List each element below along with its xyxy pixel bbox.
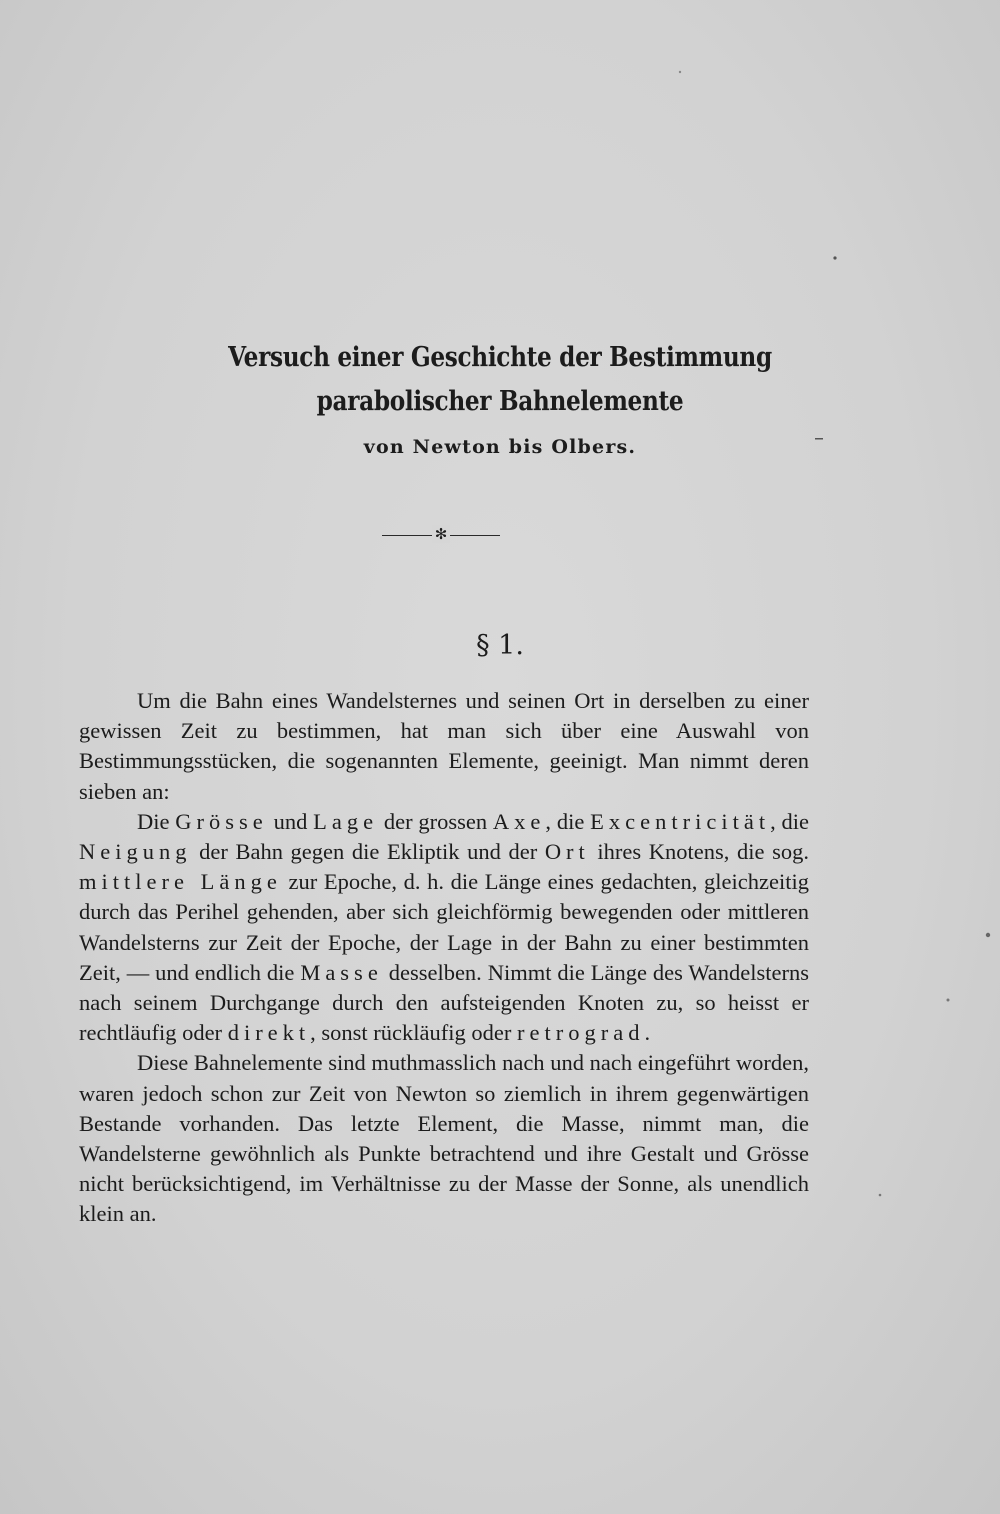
title-block — [0, 336, 1000, 464]
paragraph-1: Um die Bahn eines Wandelsternes und seinen Ort in derselben zu einer gewissen Zeit zu bestimmen, hat man sich über eine Auswahl von Bestimmungsstücken, die sogenannten Elemente, geeinigt. Man nimmt deren sieben an: — [79, 688, 809, 804]
body-text — [79, 686, 809, 1230]
emphasis-groesse: Grösse — [175, 808, 268, 834]
asterisk-icon: ✻ — [432, 525, 450, 543]
text-run: ihres Knotens, die sog. — [589, 839, 809, 865]
emphasis-excentricitaet: Excentricität — [590, 808, 771, 834]
paragraph-2 — [79, 807, 809, 1049]
text-run: Die — [137, 808, 176, 834]
text-run: der grossen — [378, 808, 493, 834]
subtitle: von Newton bis Olbers. — [363, 436, 637, 458]
text-run: , sonst rückläufig oder — [310, 1020, 518, 1046]
emphasis-neigung: Neigung — [79, 839, 192, 865]
section-heading: § 1. — [476, 630, 524, 661]
title-line-2: parabolischer Bahnelemente — [316, 386, 684, 417]
text-run: zur Epoche, d. h. die Länge eines gedachten, gleichzeitig durch das Perihel gehenden, aber sich gleichförmig bewegenden oder mittleren Wandelsterns zur Zeit der Epoche, der Lage in der Bahn zu einer bestimmten Zeit, — und endlich die — [79, 869, 809, 985]
emphasis-retrograd: retrograd — [517, 1020, 645, 1046]
title-line-1: Versuch einer Geschichte der Bestimmung — [228, 342, 772, 373]
text-run: der Bahn gegen die Ekliptik und der — [191, 839, 545, 865]
emphasis-masse: Masse — [300, 959, 383, 985]
text-run: , die — [770, 808, 809, 834]
emphasis-axe: Axe — [492, 808, 546, 834]
paragraph-3: Diese Bahnelemente sind muthmasslich nach und nach eingeführt worden, waren jedoch schon zur Zeit von Newton so ziemlich in ihrem gegenwärtigen Bestande vorhanden. Das letzte Element, die Masse, nimmt man, die Wandelsterne gewöhnlich als Punkte betrachtend und ihre Gestalt und Grösse nicht berücksichtigend, im Verhältnisse zu der Masse der Sonne, als unendlich klein an. — [79, 1050, 809, 1227]
text-run: desselben. Nimmt die Länge des Wandelsterns nach seinem Durchgange durch den aufsteigenden Knoten zu, so heisst er rechtläufig oder — [79, 959, 809, 1046]
emphasis-mittlere-laenge: mittlere Länge — [79, 869, 282, 895]
text-run: . — [644, 1020, 651, 1046]
text-run: und — [267, 808, 314, 834]
emphasis-lage: Lage — [313, 808, 379, 834]
ornament-divider — [382, 524, 500, 544]
emphasis-direkt: direkt — [227, 1020, 311, 1046]
emphasis-ort: Ort — [544, 839, 590, 865]
text-run: , die — [545, 808, 591, 834]
